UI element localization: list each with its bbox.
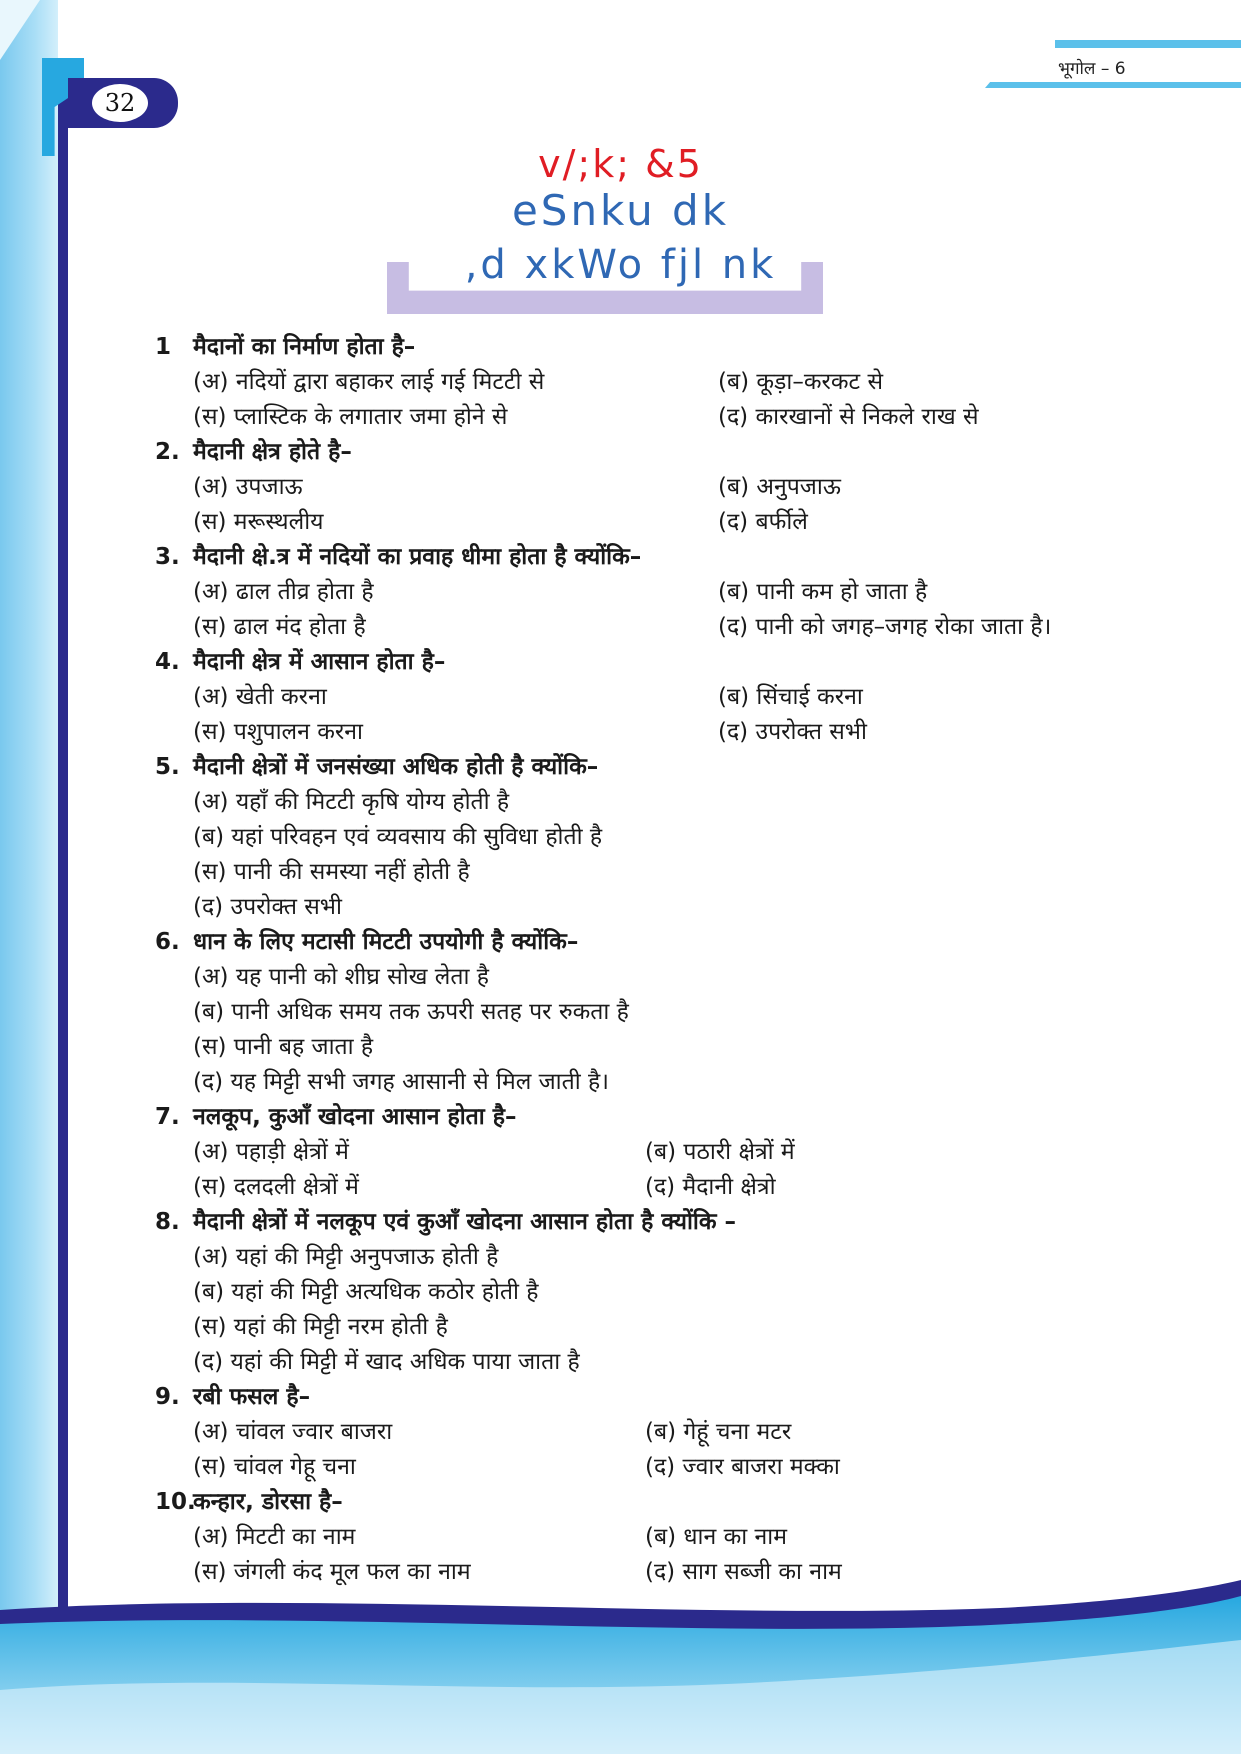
- chapter-title: eSnku dk: [511, 186, 730, 235]
- answer-option: (स) जंगली कंद मूल फल का नाम: [193, 1559, 471, 1585]
- question-title: [155, 1205, 1115, 1240]
- answer-row: [155, 575, 1115, 610]
- question-9: [155, 1380, 1115, 1485]
- answer-option: (ब) गेहूं चना मटर: [645, 1419, 792, 1445]
- question-title: [155, 1100, 1115, 1135]
- answer-row: [155, 1450, 1115, 1485]
- answer-option: (अ) यह पानी को शीघ्र सोख लेता है: [193, 964, 489, 990]
- question-4: [155, 645, 1115, 750]
- running-header-subject: भूगोल – 6: [1058, 59, 1126, 79]
- answer-option: (द) यहां की मिट्टी में खाद अधिक पाया जाता है: [193, 1349, 580, 1375]
- question-text: मैदानी क्षेत्र होते है–: [193, 439, 352, 465]
- question-title: [155, 750, 1115, 785]
- answer-option: (ब) पानी अधिक समय तक ऊपरी सतह पर रुकता है: [193, 999, 629, 1025]
- answer-row: [155, 505, 1115, 540]
- question-8: [155, 1205, 1115, 1380]
- answer-option: (द) पानी को जगह–जगह रोका जाता है।: [718, 614, 1052, 640]
- answer-row: [155, 1520, 1115, 1555]
- question-title: [155, 330, 1115, 365]
- answer-option: (स) चांवल गेहू चना: [193, 1454, 356, 1480]
- answer-row: [155, 470, 1115, 505]
- question-text: कन्हार, डोरसा है–: [193, 1489, 343, 1515]
- answer-option: (द) ज्वार बाजरा मक्का: [645, 1454, 840, 1480]
- answer-option: (द) बर्फीले: [718, 509, 808, 535]
- answer-option: (ब) यहां परिवहन एवं व्यवसाय की सुविधा होती है: [193, 824, 603, 850]
- answer-option: (ब) यहां की मिट्टी अत्यधिक कठोर होती है: [193, 1279, 539, 1305]
- question-2: [155, 435, 1115, 540]
- question-1: [155, 330, 1115, 435]
- question-number: 8.: [155, 1209, 180, 1235]
- answer-option: (ब) अनुपजाऊ: [718, 474, 841, 500]
- question-number: 10.: [155, 1489, 196, 1515]
- answer-option: (अ) ढाल तीव्र होता है: [193, 579, 374, 605]
- answer-row: [155, 610, 1115, 645]
- answer-option: (द) यह मिट्टी सभी जगह आसानी से मिल जाती है।: [193, 1069, 609, 1095]
- answer-option: (अ) उपजाऊ: [193, 474, 303, 500]
- question-number: 2.: [155, 439, 180, 465]
- header-stripe-top: [1055, 40, 1241, 48]
- answer-option: (द) मैदानी क्षेत्रो: [645, 1174, 776, 1200]
- question-text: मैदानी क्षेत्रों में नलकूप एवं कुआँ खोदना आसान होता है क्योंकि –: [193, 1209, 737, 1235]
- answer-option: (स) पानी की समस्या नहीं होती है: [193, 859, 470, 885]
- answer-option: (ब) पानी कम हो जाता है: [718, 579, 928, 605]
- question-6: [155, 925, 1115, 1100]
- answer-option: (अ) यहाँ की मिटटी कृषि योग्य होती है: [193, 789, 510, 815]
- bottom-wave-decoration: [0, 1580, 1241, 1754]
- left-corner-wedge: [0, 0, 40, 60]
- answer-option: (अ) पहाड़ी क्षेत्रों में: [193, 1139, 349, 1165]
- answer-option: (स) प्लास्टिक के लगातार जमा होने से: [193, 404, 508, 430]
- question-7: [155, 1100, 1115, 1205]
- answer-row: [155, 680, 1115, 715]
- answer-option: (अ) नदियों द्वारा बहाकर लाई गई मिटटी से: [193, 369, 545, 395]
- question-text: मैदानी क्षे.त्र में नदियों का प्रवाह धीमा होता है क्योंकि–: [193, 544, 642, 570]
- answer-option: (द) उपरोक्त सभी: [193, 894, 342, 920]
- answer-option: (ब) धान का नाम: [645, 1524, 787, 1550]
- question-text: मैदानी क्षेत्रों में जनसंख्या अधिक होती है क्योंकि–: [193, 754, 599, 780]
- answer-option: (अ) खेती करना: [193, 684, 327, 710]
- question-number: 4.: [155, 649, 180, 675]
- question-3: [155, 540, 1115, 645]
- answer-option: (अ) चांवल ज्वार बाजरा: [193, 1419, 393, 1445]
- question-number: 9.: [155, 1384, 180, 1410]
- answer-option: (स) यहां की मिट्टी नरम होती है: [193, 1314, 448, 1340]
- answer-option: (ब) सिंचाई करना: [718, 684, 863, 710]
- question-number: 1: [155, 334, 172, 360]
- answer-option: (स) पानी बह जाता है: [193, 1034, 374, 1060]
- answer-option: (अ) यहां की मिट्टी अनुपजाऊ होती है: [193, 1244, 499, 1270]
- answer-option: (स) मरूस्थलीय: [193, 509, 324, 535]
- question-title: [155, 540, 1115, 575]
- answer-option: (स) पशुपालन करना: [193, 719, 363, 745]
- question-text: मैदानों का निर्माण होता है–: [193, 334, 416, 360]
- answer-option: (द) साग सब्जी का नाम: [645, 1559, 842, 1585]
- question-title: [155, 925, 1115, 960]
- answer-option: (स) ढाल मंद होता है: [193, 614, 366, 640]
- question-number: 5.: [155, 754, 180, 780]
- question-list: [155, 330, 1115, 1590]
- page-number: 32: [92, 84, 148, 122]
- answer-row: [155, 1135, 1115, 1170]
- answer-row: [155, 1170, 1115, 1205]
- question-title: [155, 645, 1115, 680]
- question-number: 7.: [155, 1104, 180, 1130]
- question-title: [155, 1485, 1115, 1520]
- question-number: 3.: [155, 544, 180, 570]
- answer-row: [155, 1415, 1115, 1450]
- question-10: [155, 1485, 1115, 1590]
- question-title: [155, 435, 1115, 470]
- section-title: ,d xkWo fjl nk: [464, 242, 777, 288]
- answer-option: (ब) कूड़ा–करकट से: [718, 369, 884, 395]
- answer-row: [155, 365, 1115, 400]
- question-title: [155, 1380, 1115, 1415]
- question-text: मैदानी क्षेत्र में आसान होता है–: [193, 649, 446, 675]
- answer-row: [155, 715, 1115, 750]
- answer-option: (ब) पठारी क्षेत्रों में: [645, 1139, 795, 1165]
- chapter-number: v/;k; &5: [538, 142, 703, 186]
- question-number: 6.: [155, 929, 180, 955]
- question-text: रबी फसल है–: [193, 1384, 311, 1410]
- header-stripe-bottom: [985, 82, 1241, 88]
- question-5: [155, 750, 1115, 925]
- answer-option: (स) दलदली क्षेत्रों में: [193, 1174, 359, 1200]
- answer-option: (द) कारखानों से निकले राख से: [718, 404, 979, 430]
- answer-option: (द) उपरोक्त सभी: [718, 719, 867, 745]
- answer-row: [155, 400, 1115, 435]
- question-text: नलकूप, कुआँ खोदना आसान होता है–: [193, 1104, 517, 1130]
- question-text: धान के लिए मटासी मिटटी उपयोगी है क्योंकि–: [193, 929, 579, 955]
- vertical-margin-rule: [58, 58, 68, 1618]
- answer-option: (अ) मिटटी का नाम: [193, 1524, 356, 1550]
